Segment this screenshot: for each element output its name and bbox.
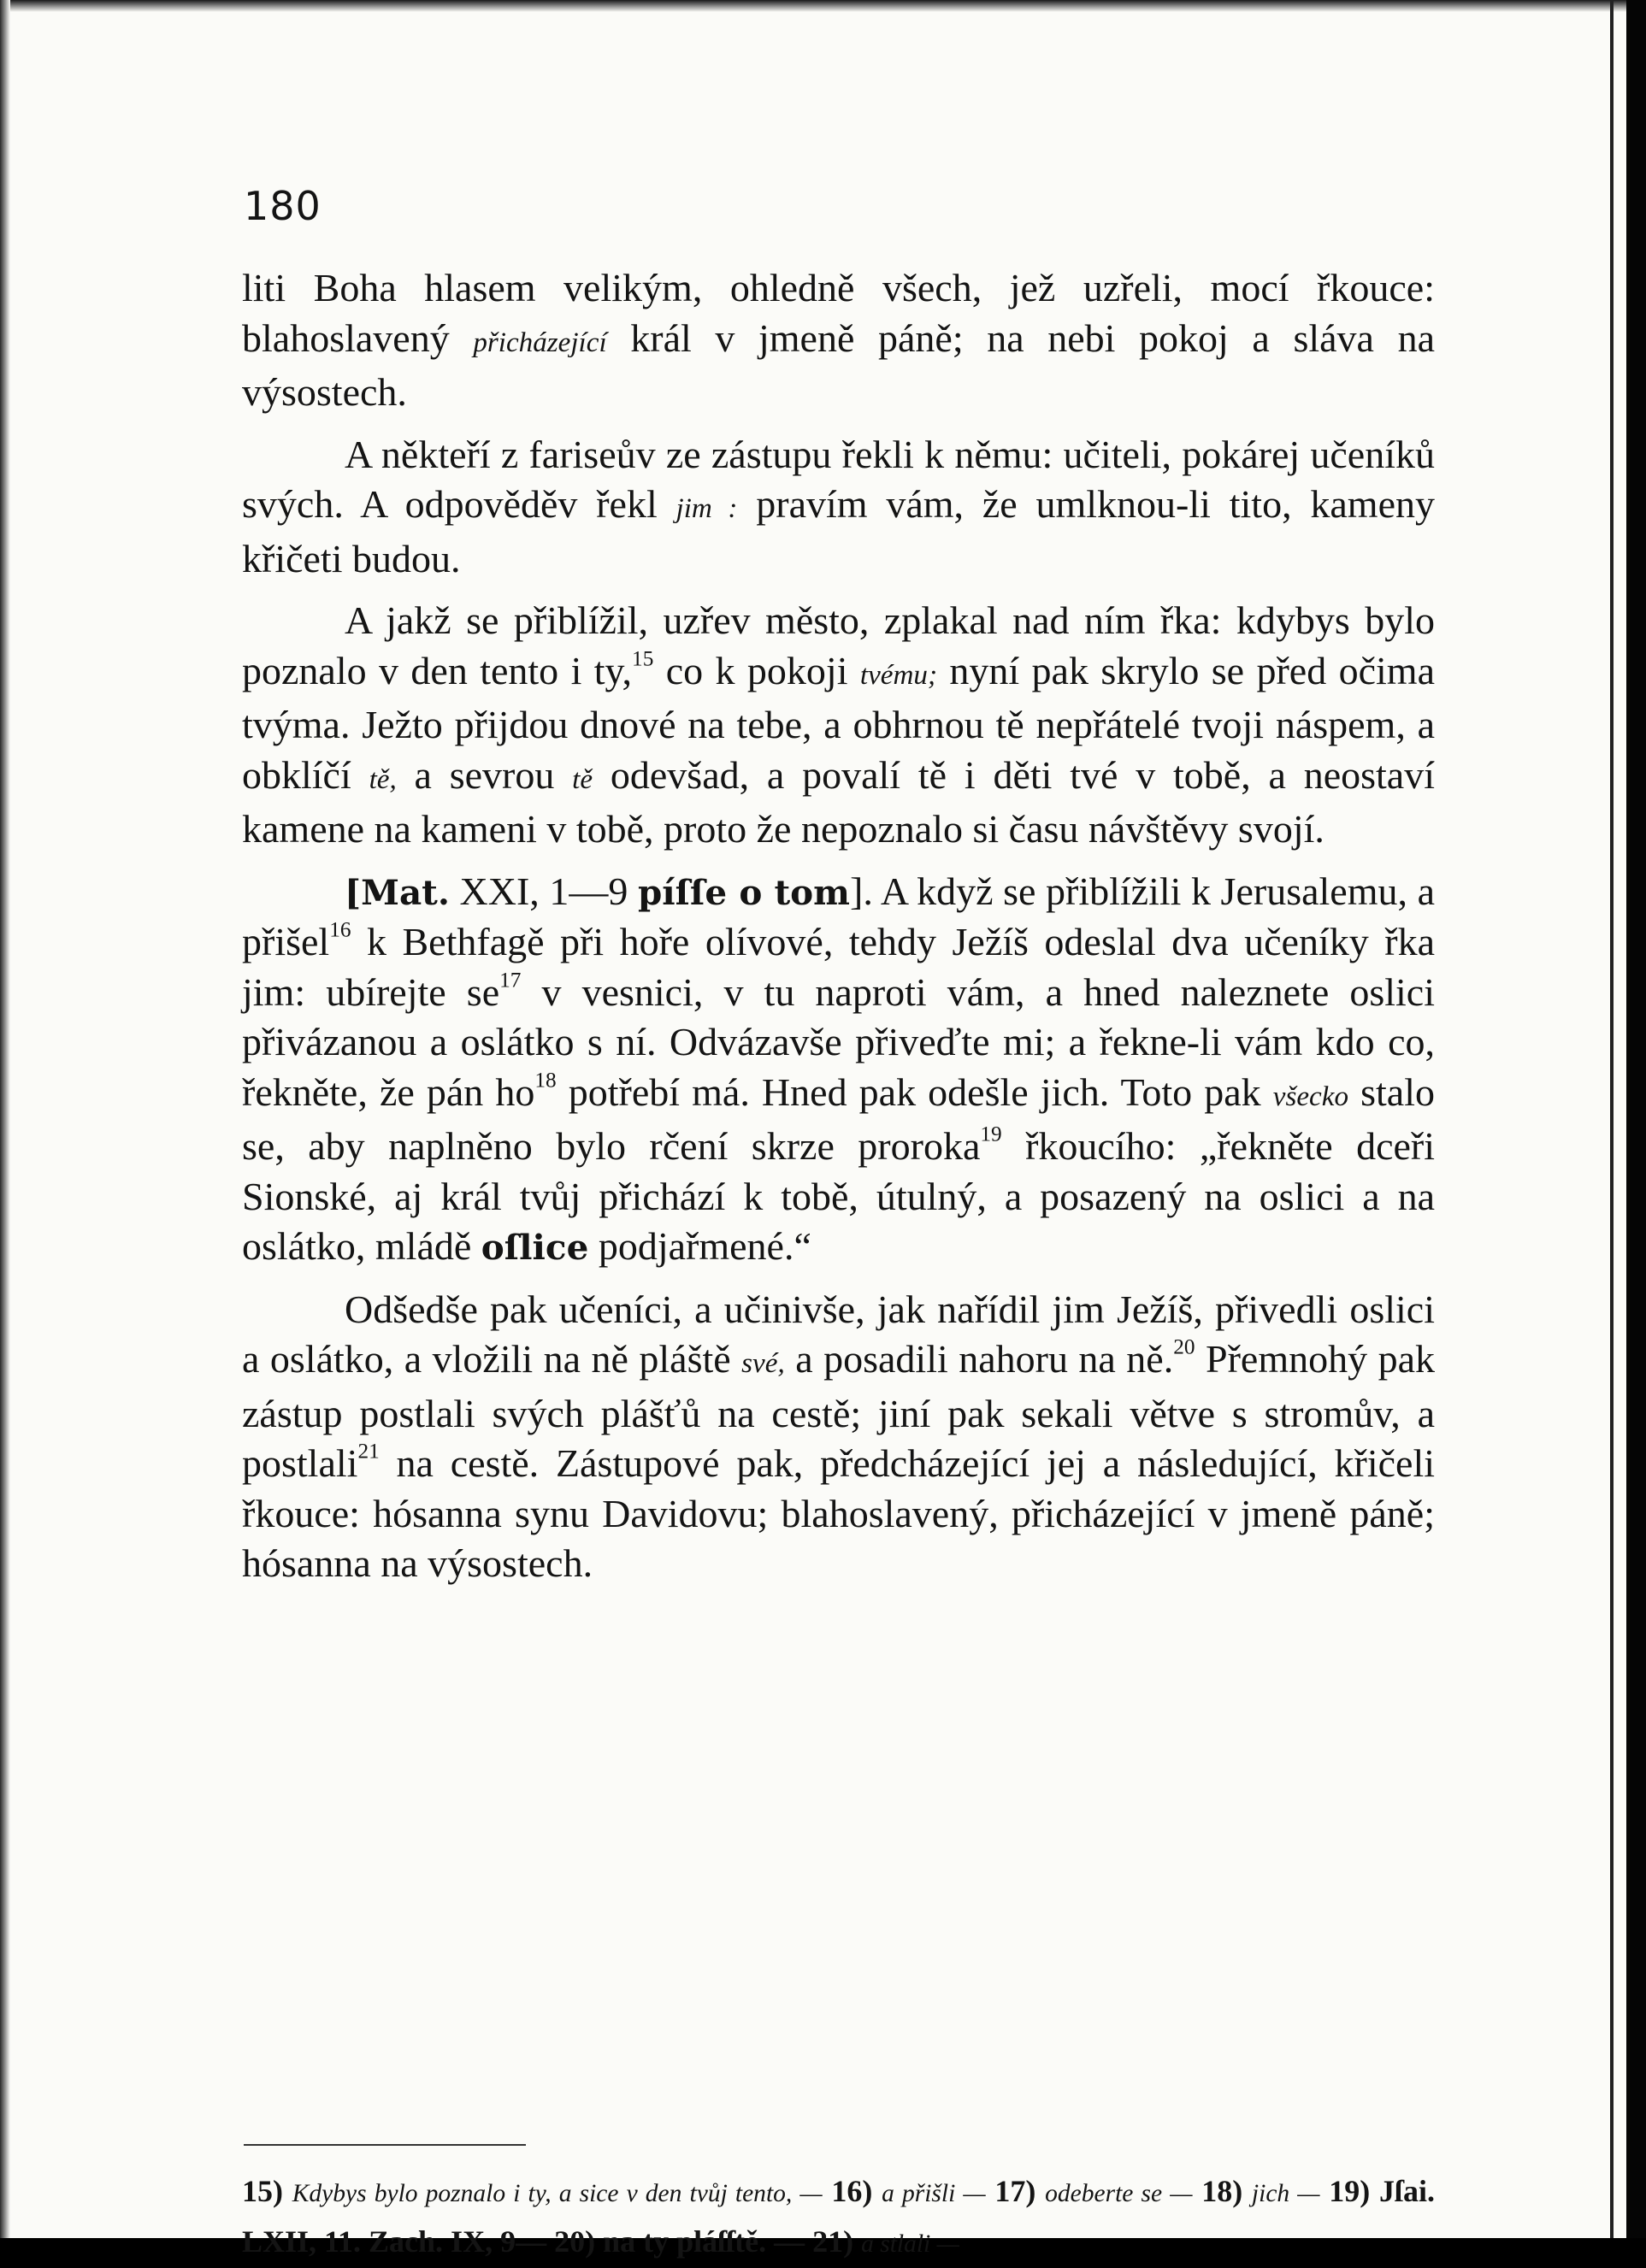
fraktur-run: oſlice bbox=[481, 1227, 589, 1268]
footnote-number: 20) bbox=[554, 2224, 596, 2259]
footnote-ref-21: 21 bbox=[357, 1439, 380, 1464]
main-text bbox=[242, 263, 1435, 1589]
text-run: co k pokoji bbox=[653, 648, 860, 692]
paragraph-5 bbox=[242, 1285, 1435, 1589]
page-top-shadow bbox=[0, 0, 1626, 12]
paragraph-4 bbox=[242, 867, 1435, 1273]
footnote-number: 19) bbox=[1329, 2174, 1371, 2208]
italic-run: přicházející bbox=[473, 326, 607, 358]
paragraph-1 bbox=[242, 263, 1435, 418]
text-run: Odšedše pak učeníci, a učinivše, jak nařídil jim Ježíš, přivedli oslici a oslátko, a vložili na ně pláště bbox=[242, 1287, 1435, 1381]
footnote-number: 18) bbox=[1201, 2174, 1243, 2208]
footnote-text: Jſai. LXII, 11. Zach. IX, 9— bbox=[242, 2174, 1436, 2259]
fraktur-run: [Mat. bbox=[345, 871, 450, 913]
footnote-text: jich — bbox=[1251, 2180, 1320, 2207]
text-run: k Bethfagě při hoře olívové, tehdy Ježíš odeslal dva učeníky řka jim: ubírejte se bbox=[242, 920, 1435, 1014]
footnote-ref-16: 16 bbox=[329, 917, 351, 942]
text-run: řkoucího: „řekněte dceři Sionské, aj král tvůj přichází k tobě, útulný, a posazený na oslici a na oslátko, mládě bbox=[242, 1124, 1435, 1268]
footnote-ref-19: 19 bbox=[980, 1122, 1002, 1146]
italic-run: tě bbox=[572, 763, 593, 795]
italic-run: své, bbox=[741, 1347, 785, 1379]
italic-run: jim : bbox=[676, 492, 738, 524]
footnotes bbox=[242, 2167, 1435, 2268]
text-run: na cestě. Zástupové pak, předcházející jej a následující, křičeli řkouce: hósanna synu Davidovu; blahoslavený, přicházející v jmeně páně; hósanna na výsostech. bbox=[242, 1441, 1435, 1585]
page-number: 180 bbox=[244, 183, 322, 229]
text-run: pravím vám, že umlknou-li tito, kameny křičeti budou. bbox=[242, 482, 1435, 580]
page-left-shadow bbox=[0, 0, 10, 2238]
footnote-text: Kdybys bylo poznalo i ty, a sice v den tvůj tento, — bbox=[292, 2180, 823, 2207]
text-run: potřebí má. Hned pak odešle jich. Toto pak bbox=[556, 1069, 1273, 1114]
footnote-ref-15: 15 bbox=[632, 646, 654, 670]
footnote-text: odeberte se — bbox=[1045, 2180, 1193, 2207]
italic-run: tě, bbox=[369, 763, 397, 795]
footnote-ref-17: 17 bbox=[499, 968, 522, 992]
italic-run: všecko bbox=[1272, 1080, 1349, 1112]
scan-dark-margin bbox=[1626, 0, 1646, 2238]
text-run: a sevrou bbox=[396, 752, 573, 797]
footnote-text: na ty pláſſtě. — bbox=[603, 2224, 805, 2259]
text-run: ]. A když se přiblížili k Jerusalemu, a přišel bbox=[242, 869, 1435, 963]
footnote-divider bbox=[244, 2144, 526, 2146]
footnote-number: 15) bbox=[242, 2174, 283, 2208]
text-run: král v jmeně páně; na nebi pokoj a sláva na výsostech. bbox=[242, 315, 1435, 414]
text-run: podjařmené.“ bbox=[588, 1224, 811, 1268]
paragraph-3 bbox=[242, 596, 1435, 855]
footnote-ref-20: 20 bbox=[1173, 1334, 1195, 1359]
footnote-number: 21) bbox=[812, 2224, 854, 2259]
footnote-text: a přišli — bbox=[882, 2180, 986, 2207]
text-run: odevšad, a povalí tě i děti tvé v tobě, a neostaví kamene na kameni v tobě, proto že nepoznalo si času návštěvy svojí. bbox=[242, 752, 1435, 851]
text-run: liti Boha hlasem velikým, ohledně všech, jež uzřeli, mocí řkouce: blahoslavený bbox=[242, 266, 1435, 360]
footnote-ref-18: 18 bbox=[534, 1068, 557, 1092]
italic-run: tvému; bbox=[859, 658, 937, 691]
paragraph-2 bbox=[242, 430, 1435, 585]
fraktur-run: píſſe o tom bbox=[637, 871, 850, 913]
text-run: A jakž se přiblížil, uzřev město, zplakal nad ním řka: kdybys bylo poznalo v den tento i ty, bbox=[242, 598, 1435, 692]
text-run: A někteří z fariseův ze zástupu řekli k němu: učiteli, pokárej učeníků svých. A odpověděv řekl bbox=[242, 432, 1435, 526]
text-run: XXI, 1—9 bbox=[449, 869, 638, 913]
footnote-number: 16) bbox=[831, 2174, 873, 2208]
footnote-text: a stlali — bbox=[861, 2230, 959, 2258]
text-run: stalo se, aby naplněno bylo rčení skrze proroka bbox=[242, 1069, 1435, 1168]
page-binding-line bbox=[1610, 0, 1614, 2238]
text-run: nyní pak skrylo se před očima tvýma. Ježto přijdou dnové na tebe, a obhrnou tě nepřátelé tvoji náspem, a obklíčí bbox=[242, 648, 1435, 797]
text-run: Přemnohý pak zástup postlali svých plášťů na cestě; jiní pak sekali větve s stromův, a postlali bbox=[242, 1337, 1435, 1485]
text-run: a posadili nahoru na ně. bbox=[784, 1337, 1174, 1381]
text-run: v vesnici, v tu naproti vám, a hned naleznete oslici přivázanou a oslátko s ní. Odvázavše přiveďte mi; a řekne-li vám kdo co, řekněte, že pán ho bbox=[242, 969, 1435, 1114]
footnote-number: 17) bbox=[994, 2174, 1036, 2208]
